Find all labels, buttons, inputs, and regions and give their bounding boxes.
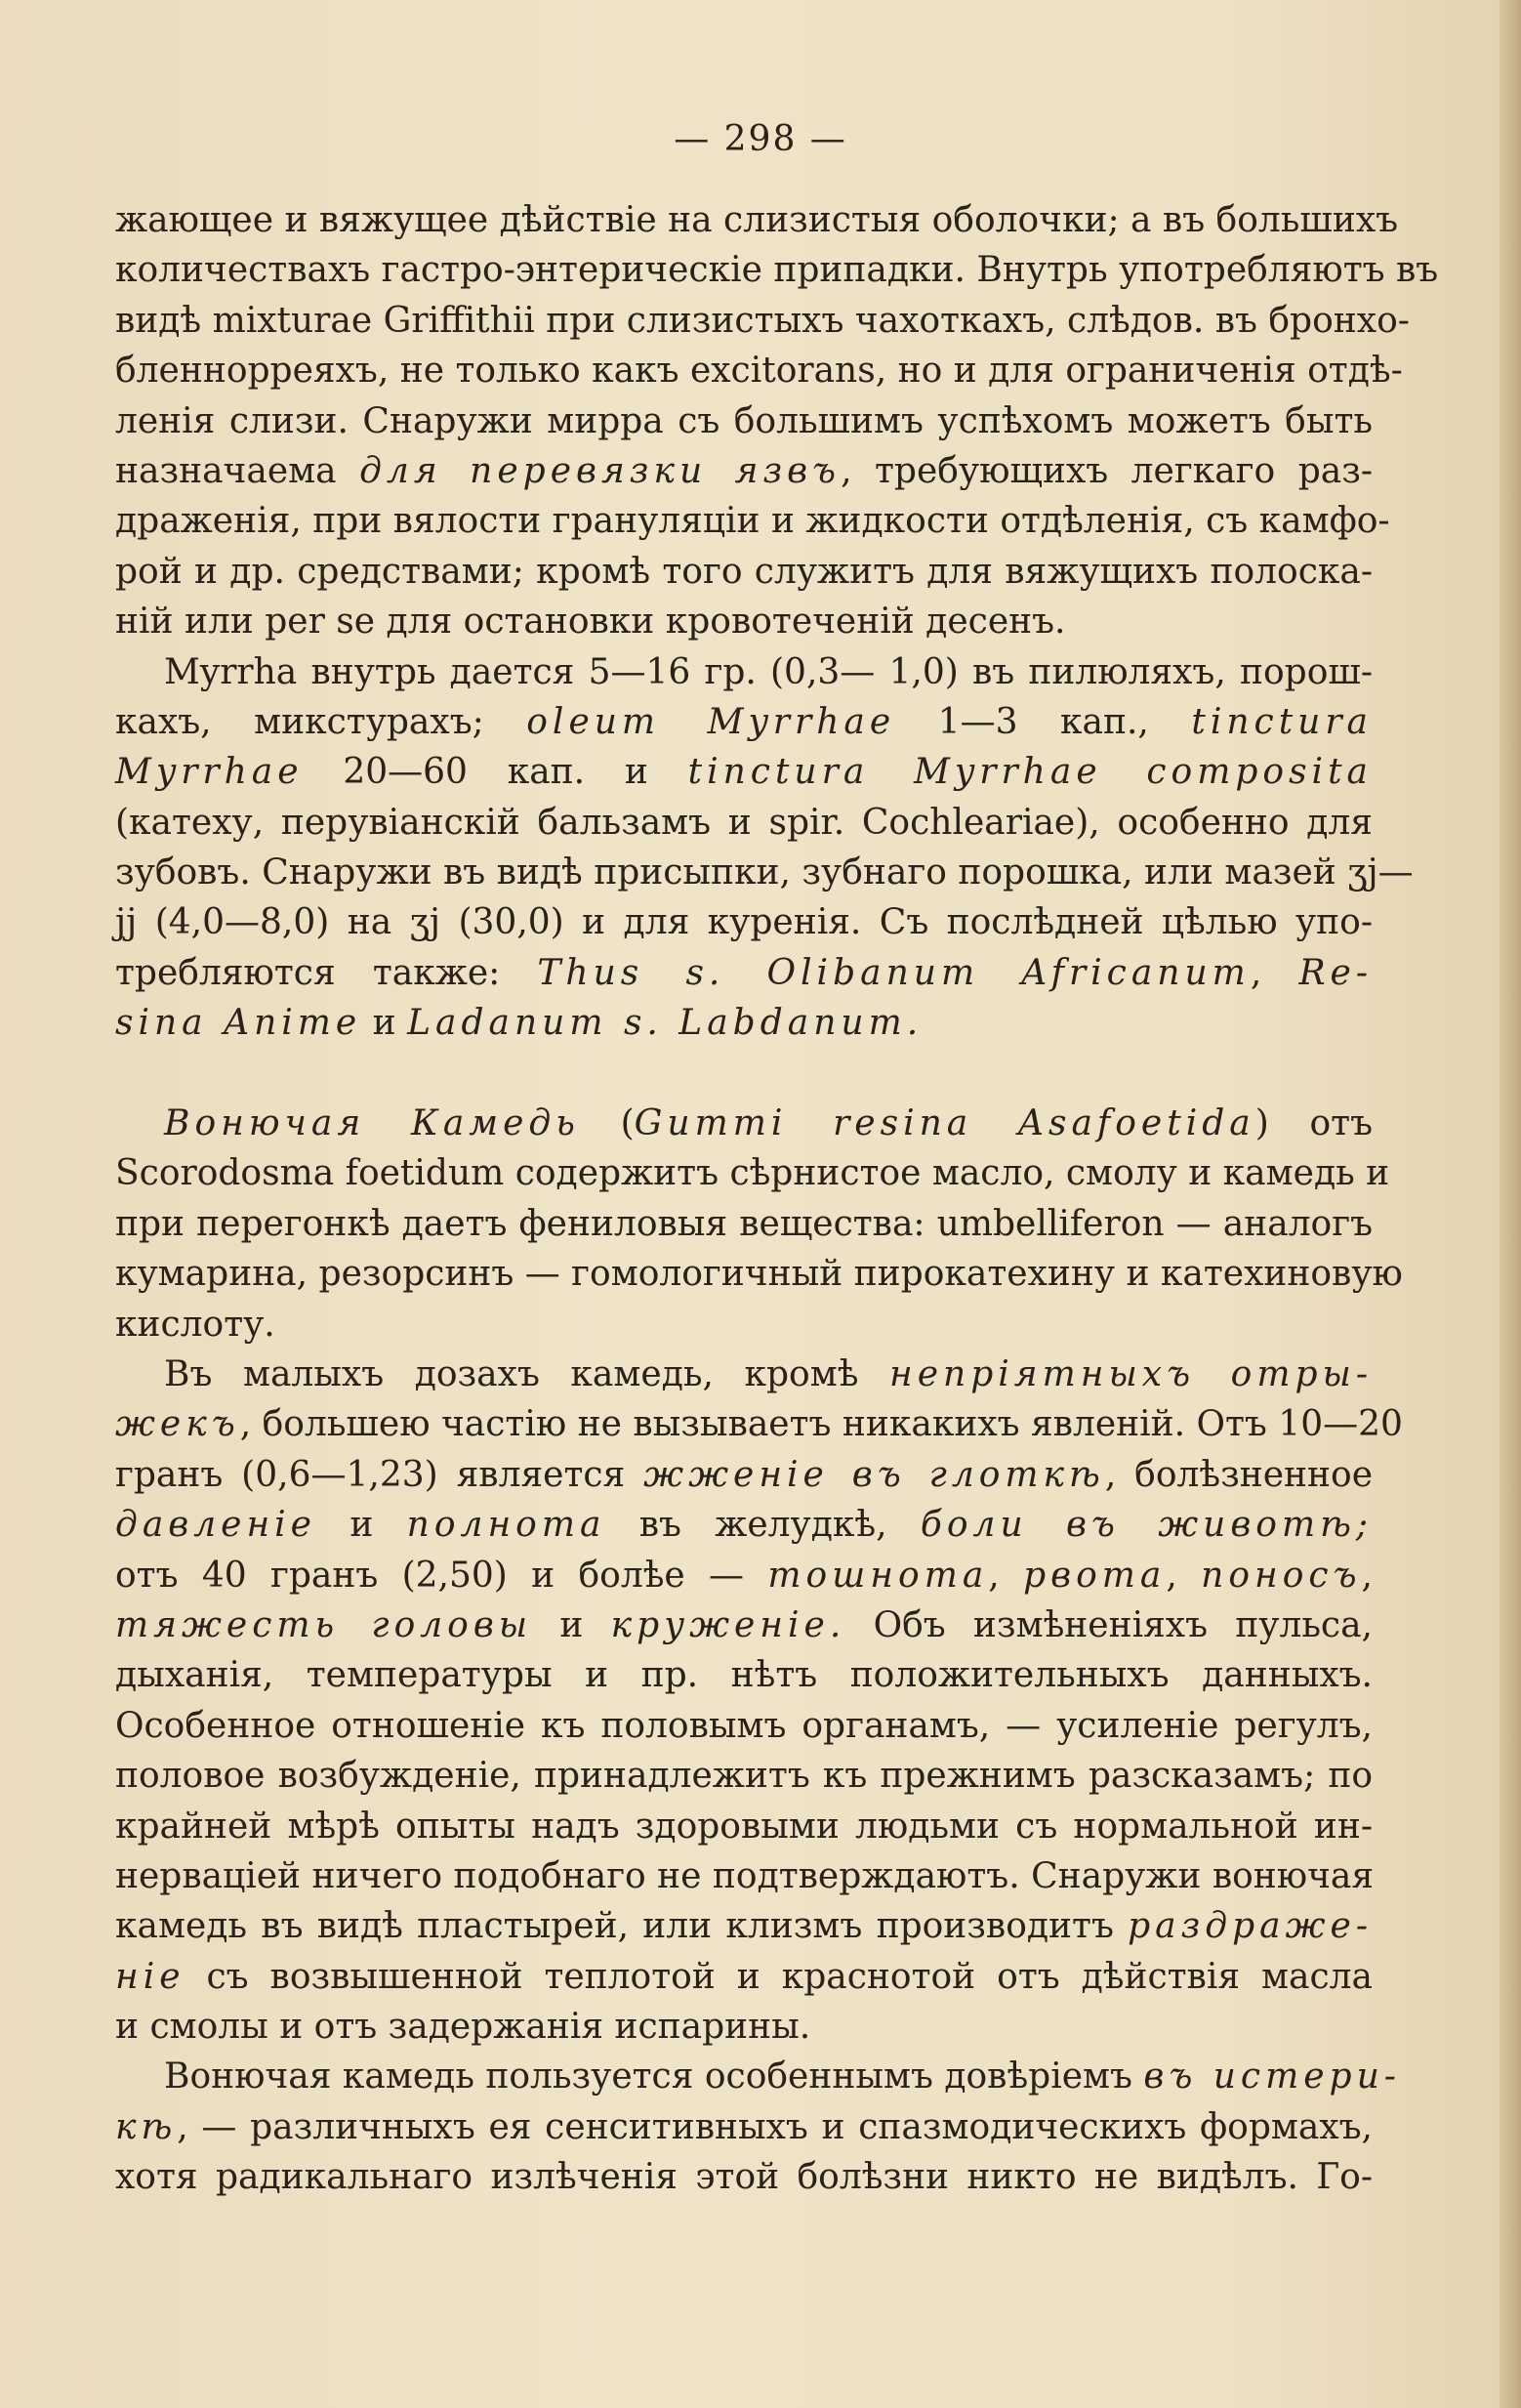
emphasis-text: sina Anime <box>115 1003 362 1044</box>
text-run: при перегонкѣ даетъ фениловыя вещества: umbelliferon — аналогъ <box>115 1203 1373 1244</box>
text-run: камедь въ видѣ пластырей, или клизмъ производитъ <box>115 1906 1129 1947</box>
emphasis-text: Thus s. Olibanum Africanum <box>537 952 1251 993</box>
emphasis-text: круженіе. <box>610 1604 846 1645</box>
emphasis-text: поносъ <box>1201 1555 1362 1596</box>
text-run: Myrrha внутрь дается 5—16 гр. (0,3— 1,0) въ пилюляхъ, порош- <box>164 651 1373 692</box>
text-run: жающее и вяжущее дѣйствіе на слизистыя оболочки; а въ большихъ <box>115 200 1399 240</box>
emphasis-text: oleum Myrrhae <box>526 701 896 742</box>
text-run: ( <box>579 1103 635 1144</box>
text-run: дыханія, температуры и пр. нѣтъ положительныхъ данныхъ. <box>115 1655 1373 1696</box>
emphasis-text: tinctura Myrrhae composita <box>687 752 1373 793</box>
text-line <box>115 2152 1373 2202</box>
emphasis-text: Myrrhae <box>115 752 304 793</box>
text-line <box>115 1802 1373 1851</box>
text-line <box>115 1199 1373 1249</box>
text-run: количествахъ гастро-энтерическіе припадки. Внутрь употребляютъ въ <box>115 250 1439 291</box>
text-run: ній или per se для остановки кровотеченій деcенъ. <box>115 602 1066 643</box>
page-edge <box>1500 0 1521 2408</box>
text-line <box>115 1148 1390 1198</box>
text-line <box>115 1901 1373 1951</box>
text-line <box>115 897 1373 947</box>
emphasis-text: Gummi resina Asafoetida <box>634 1103 1255 1144</box>
text-line <box>115 747 1373 797</box>
text-line <box>115 848 1414 897</box>
emphasis-text: Вонючая Камедь <box>164 1103 580 1144</box>
emphasis-text: ніе <box>115 1956 185 1997</box>
emphasis-text: въ истери- <box>1143 2056 1401 2097</box>
text-run: крайней мѣрѣ опыты надъ здоровыми людьми съ нормальной ин- <box>115 1806 1373 1847</box>
emphasis-text: для перевязки язвъ <box>359 450 842 491</box>
emphasis-text: рвота <box>1023 1555 1167 1596</box>
text-line <box>115 2052 1401 2101</box>
text-line <box>115 998 1373 1048</box>
text-line <box>115 1399 1403 1449</box>
text-run: зубовъ. Снаружи въ видѣ присыпки, зубнаго порошка, или мазей ʒj— <box>115 852 1414 893</box>
emphasis-text: tinctura <box>1191 701 1374 742</box>
page-text <box>115 195 1439 2203</box>
text-run: половое возбужденіе, принадлежитъ къ прежнимъ разсказамъ; по <box>115 1756 1373 1797</box>
text-line <box>115 1600 1373 1650</box>
text-line <box>115 346 1403 395</box>
text-line <box>115 798 1373 848</box>
text-run: отъ 40 гранъ (2,50) и болѣе — <box>115 1555 768 1596</box>
text-run: и смолы и отъ задержанія испарины. <box>115 2007 811 2048</box>
text-run: Въ малыхъ дозахъ камедь, кромѣ <box>164 1353 889 1394</box>
text-run: Scorodosma foetidum содержитъ сѣрнистое масло, смолу и камедь и <box>115 1153 1390 1194</box>
text-line <box>115 1450 1373 1500</box>
text-line <box>115 1650 1373 1700</box>
text-line <box>115 496 1390 546</box>
text-run: кахъ, микстурахъ; <box>115 701 527 742</box>
text-run: хотя радикальнаго излѣченія этой болѣзни никто не видѣлъ. Го- <box>115 2157 1373 2198</box>
text-line <box>115 2102 1373 2152</box>
text-run: въ желудкѣ, <box>605 1505 921 1546</box>
text-run: кумарина, резорсинъ — гомологичный пирокатехину и катехиновую <box>115 1254 1403 1295</box>
text-run: , <box>1166 1555 1202 1596</box>
text-line <box>115 1751 1373 1801</box>
text-line <box>115 697 1373 747</box>
text-line <box>115 1349 1373 1399</box>
text-run: , большею частію не вызываетъ никакихъ явленій. Отъ 10—20 <box>239 1404 1403 1445</box>
text-run: рой и др. средствами; кромѣ того служитъ для вяжущихъ полоска- <box>115 551 1373 592</box>
text-run: кислоту. <box>115 1304 275 1345</box>
text-run: и <box>361 1003 408 1044</box>
text-line <box>115 1500 1373 1550</box>
emphasis-text: жекъ <box>115 1404 240 1445</box>
emphasis-text: непріятныхъ отры- <box>889 1353 1373 1394</box>
text-line <box>115 446 1373 496</box>
text-run: назначаема <box>115 450 360 491</box>
paragraph-gap <box>115 1049 1373 1099</box>
text-line <box>115 1952 1373 2002</box>
text-line <box>115 296 1410 346</box>
text-line <box>115 1099 1373 1148</box>
emphasis-text: Re- <box>1298 952 1374 993</box>
text-run: Вонючая камедь пользуется особеннымъ довѣріемъ <box>164 2056 1144 2097</box>
text-run: , требующихъ легкаго раз- <box>841 450 1374 491</box>
emphasis-text: кѣ <box>115 2106 178 2147</box>
page-number: — 298 — <box>674 119 847 159</box>
text-run: , — различныхъ ея сенситивныхъ и спазмодическихъ формахъ, <box>177 2106 1373 2147</box>
text-line <box>115 1249 1403 1299</box>
text-run: 1—3 кап., <box>895 701 1192 742</box>
text-run: Особенное отношеніе къ половымъ органамъ, — усиленіе регулъ, <box>115 1705 1373 1746</box>
emphasis-text: давленіе <box>115 1505 316 1546</box>
text-run: ленія слизи. Снаружи мирра съ большимъ успѣхомъ можетъ быть <box>115 400 1373 441</box>
emphasis-text: тошнота <box>767 1555 989 1596</box>
text-run: бленнорреяхъ, не только какъ excitorans, но и для ограниченія отдѣ- <box>115 351 1403 392</box>
text-line <box>115 647 1373 697</box>
emphasis-text: жженіе въ глоткѣ <box>643 1454 1105 1495</box>
text-line <box>115 195 1399 245</box>
text-line <box>115 547 1373 597</box>
emphasis-text: раздраже- <box>1128 1906 1373 1947</box>
emphasis-text: тяжесть головы <box>115 1604 533 1645</box>
text-run: требляются также: <box>115 952 538 993</box>
text-run: нерваціей ничего подобнаго не подтверждаютъ. Снаружи вонючая <box>115 1855 1375 1896</box>
text-run: jj (4,0—8,0) на ʒj (30,0) и для куренія. Съ послѣдней цѣлью упо- <box>115 902 1373 943</box>
text-line <box>115 245 1439 295</box>
text-run: , <box>988 1555 1024 1596</box>
text-run: съ возвышенной теплотой и краснотой отъ дѣйствія масла <box>185 1956 1373 1997</box>
text-line <box>115 1851 1373 1901</box>
text-line <box>115 1551 1373 1600</box>
text-run: ) отъ <box>1254 1103 1373 1144</box>
text-line <box>115 1300 1373 1349</box>
text-run: драженія, при вялости грануляціи и жидкости отдѣленія, съ камфо- <box>115 501 1390 542</box>
text-run: 20—60 кап. и <box>303 752 688 793</box>
text-run: видѣ mixturae Griffithii при слизистыхъ чахоткахъ, слѣдов. въ бронхо- <box>115 300 1410 341</box>
text-line <box>115 1701 1373 1751</box>
text-line <box>115 396 1373 446</box>
text-run: Объ измѣненіяхъ пульса, <box>845 1604 1373 1645</box>
text-run: и <box>532 1604 611 1645</box>
text-run: , болѣзненное <box>1104 1454 1374 1495</box>
emphasis-text: боли въ животѣ; <box>920 1505 1374 1546</box>
text-run: , <box>1250 952 1299 993</box>
emphasis-text: Ladanum s. Labdanum. <box>407 1003 924 1044</box>
text-line <box>115 597 1373 646</box>
emphasis-text: полнота <box>406 1505 606 1546</box>
text-run: гранъ (0,6—1,23) является <box>115 1454 644 1495</box>
text-line <box>115 2002 1373 2052</box>
text-line <box>115 948 1373 998</box>
text-run: (катеху, перувіанскій бальзамъ и spir. Cochleariae), особенно для <box>115 802 1373 843</box>
text-run: , <box>1361 1555 1373 1596</box>
text-run: и <box>316 1505 407 1546</box>
